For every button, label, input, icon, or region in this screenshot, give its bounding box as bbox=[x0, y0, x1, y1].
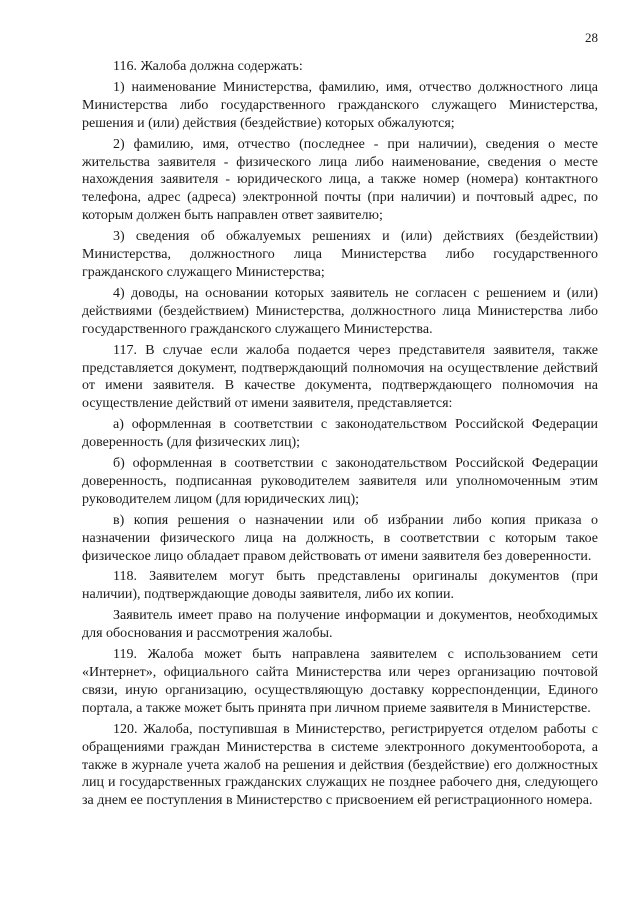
paragraph-117-item-a: а) оформленная в соответствии с законодательством Российской Федерации доверенность (для физических лиц); bbox=[82, 417, 598, 451]
paragraph-116-item-3: 3) сведения об обжалуемых решениях и (или) действиях (бездействии) Министерства, должностного лица Министерства либо государственного гражданского служащего Министерства; bbox=[82, 229, 598, 280]
document-body bbox=[82, 58, 598, 813]
paragraph-118-rights: Заявитель имеет право на получение информации и документов, необходимых для обоснования и рассмотрения жалобы. bbox=[82, 608, 598, 642]
paragraph-116-item-4: 4) доводы, на основании которых заявитель не согласен с решением и (или) действиями (бездействием) Министерства, должностного лица Министерства либо государственного гражданского служащего Министерства. bbox=[82, 285, 598, 337]
paragraph-119: 119. Жалоба может быть направлена заявителем с использованием сети «Интернет», официального сайта Министерства или через организацию почтовой связи, иную организацию, осуществляющую доставку корреспонденции, Единого портала, а также может быть принята при личном приеме заявителя в Министерстве. bbox=[82, 647, 598, 716]
paragraph-117-item-b: б) оформленная в соответствии с законодательством Российской Федерации доверенность, подписанная руководителем заявителя или уполномоченным этим руководителем лицом (для юридических лиц); bbox=[82, 456, 598, 507]
paragraph-117: 117. В случае если жалоба подается через представителя заявителя, также представляется документ, подтверждающий полномочия на осуществление действий от имени заявителя. В качестве документа, подтверждающего полномочия на осуществление действий от имени заявителя, представляется: bbox=[82, 342, 598, 412]
paragraph-116-item-1: 1) наименование Министерства, фамилию, имя, отчество должностного лица Министерства либо государственного гражданского служащего Министерства, решения и (или) действия (бездействие) которых обжалуются; bbox=[82, 79, 598, 131]
paragraph-116-heading: 116. Жалоба должна содержать: bbox=[113, 59, 303, 74]
paragraph-116-item-2: 2) фамилию, имя, отчество (последнее - при наличии), сведения о месте жительства заявителя - физического лица либо наименование, сведения о месте нахождения заявителя - юридического лица, а также номер (номера) контактного телефона, адрес (адреса) электронной почты (при наличии) и почтовый адрес, по которым должен быть направлен ответ заявителю; bbox=[82, 136, 598, 224]
page-number: 28 bbox=[585, 30, 598, 45]
paragraph-120: 120. Жалоба, поступившая в Министерство, регистрируется отделом работы с обращениями граждан Министерства в системе электронного документооборота, а также в журнале учета жалоб на решения и действия (бездействие) его должностных лиц и государственных гражданских служащих не позднее рабочего дня, следующего за днем ее поступления в Министерство с присвоением ей регистрационного номера. bbox=[82, 721, 598, 809]
paragraph-117-item-v: в) копия решения о назначении или об избрании либо копия приказа о назначении физического лица на должность, в соответствии с которым такое физическое лицо обладает правом действовать от имени заявителя без доверенности. bbox=[82, 512, 598, 564]
paragraph-118: 118. Заявителем могут быть представлены оригиналы документов (при наличии), подтверждающие доводы заявителя, либо их копии. bbox=[82, 569, 598, 603]
